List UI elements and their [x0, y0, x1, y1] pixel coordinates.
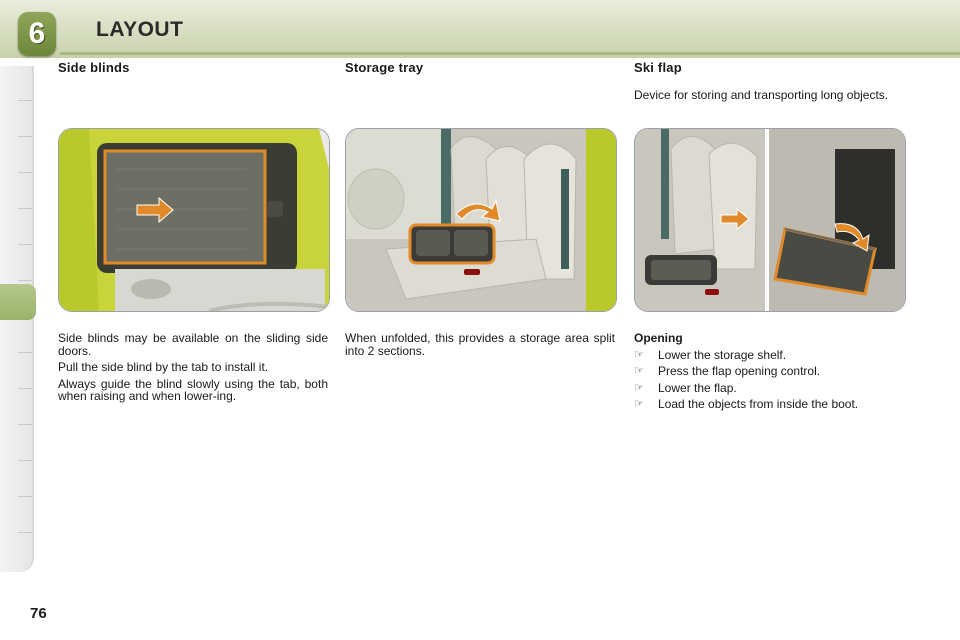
- pointing-hand-icon: ☞: [634, 381, 644, 394]
- side-blinds-photo: [58, 128, 330, 312]
- storage-tray-text: [345, 332, 615, 361]
- chapter-number-badge: 6: [18, 12, 56, 56]
- header-divider: [60, 52, 960, 55]
- storage-tray-heading: Storage tray: [345, 60, 424, 75]
- step-item: ☞ Load the objects from inside the boot.: [634, 397, 859, 411]
- ski-flap-instructions: [634, 332, 904, 411]
- opening-subheading: Opening: [634, 331, 683, 345]
- step-item: ☞ Lower the storage shelf.: [634, 347, 787, 362]
- page-number: 76: [30, 605, 47, 622]
- ski-flap-intro: Device for storing and transporting long objects.: [634, 88, 889, 102]
- pointing-hand-icon: ☞: [634, 348, 644, 361]
- storage-tray-section: [345, 60, 615, 75]
- ski-flap-photo: [634, 128, 906, 312]
- chapter-title: LAYOUT: [96, 18, 184, 41]
- pointing-hand-icon: ☞: [634, 365, 644, 377]
- side-blinds-paragraph: Always guide the blind slowly using the tab, both when raising and when lower-ing.: [58, 376, 328, 403]
- pointing-hand-icon: ☞: [634, 398, 644, 410]
- side-blinds-paragraph: Pull the side blind by the tab to install it.: [58, 360, 269, 374]
- active-chapter-tab[interactable]: [0, 284, 36, 320]
- storage-tray-paragraph: When unfolded, this provides a storage area split into 2 sections.: [345, 331, 615, 358]
- side-blinds-text: [58, 332, 328, 407]
- step-item: ☞ Lower the flap.: [634, 380, 737, 395]
- storage-tray-photo: [345, 128, 617, 312]
- ski-flap-section: [634, 60, 904, 102]
- side-blinds-heading: Side blinds: [58, 60, 130, 75]
- step-item: ☞ Press the flap opening control.: [634, 364, 821, 378]
- side-blinds-paragraph: Side blinds may be available on the sliding side doors.: [58, 331, 328, 358]
- ski-flap-heading: Ski flap: [634, 60, 682, 75]
- side-blinds-section: [58, 60, 328, 75]
